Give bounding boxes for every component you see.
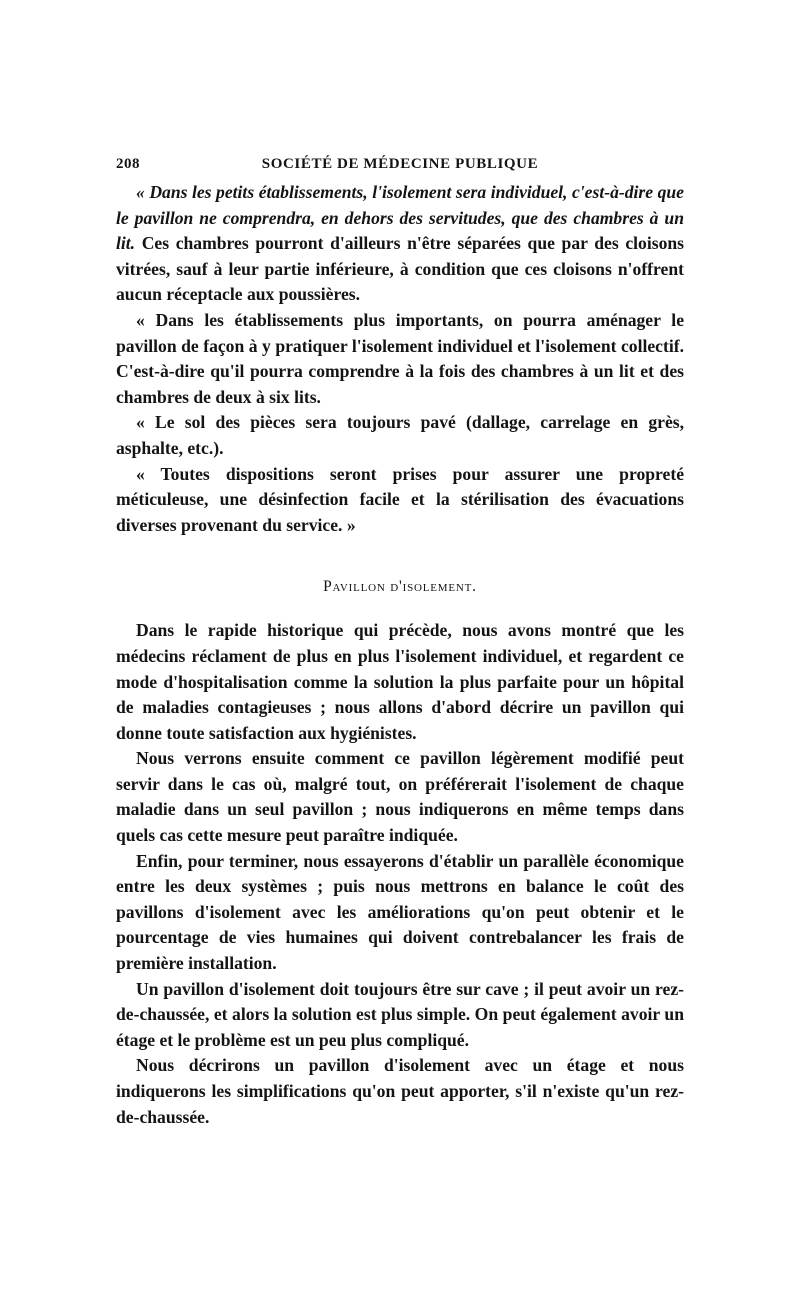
quoted-paragraph: « Le sol des pièces sera toujours pavé (dallage, carrelage en grès, asphalte, etc.). xyxy=(116,412,684,458)
body-paragraph: Nous verrons ensuite comment ce pavillon légèrement modifié peut servir dans le cas où, malgré tout, on préférerait l'isolement de chaque maladie dans un seul pavillon ; nous indiquerons en même temps dans quels cas cette mesure peut paraître indiquée. xyxy=(116,748,684,846)
quoted-paragraph: « Toutes dispositions seront prises pour assurer une propreté méticuleuse, une désinfection facile et la stérilisation des évacuations diverses provenant du service. » xyxy=(116,463,684,535)
body-paragraph: Dans le rapide historique qui précède, nous avons montré que les médecins réclament de plus en plus l'isolement individuel, et regardent ce mode d'hospitalisation comme la solution la plus parfaite pour un hôpital de maladies contagieuses ; nous allons d'abord décrire un pavillon qui donne toute satisfaction aux hygiénistes. xyxy=(116,620,684,743)
book-page xyxy=(116,150,684,1130)
running-head xyxy=(116,150,684,180)
body-paragraph: Nous décrirons un pavillon d'isolement avec un étage et nous indiquerons les simplifications qu'on peut apporter, s'il n'existe qu'un rez-de-chaussée. xyxy=(116,1055,684,1127)
quoted-paragraph-roman: Ces chambres pourront d'ailleurs n'être séparées que par des cloisons vitrées, sauf à leur partie inférieure, à condition que ces cloisons n'offrent aucun réceptacle aux poussières. xyxy=(116,233,684,305)
quoted-regulation-block xyxy=(116,180,684,538)
journal-title: SOCIÉTÉ DE MÉDECINE PUBLIQUE xyxy=(261,156,539,172)
page-number: 208 xyxy=(116,156,140,172)
section-heading: Pavillon d'isolement. xyxy=(323,578,477,596)
quoted-paragraph xyxy=(116,180,684,308)
body-paragraph: Enfin, pour terminer, nous essayerons d'établir un parallèle économique entre les deux systèmes ; puis nous mettrons en balance le coût des pavillons d'isolement avec les améliorations qu'on peut obtenir et le pourcentage de vies humaines qui doivent contrebalancer les frais de première installation. xyxy=(116,850,684,974)
quoted-paragraph: « Dans les établissements plus importants, on pourra aménager le pavillon de façon à y pratiquer l'isolement individuel et l'isolement collectif. C'est-à-dire qu'il pourra comprendre à la fois des chambres à un lit et des chambres de deux à six lits. xyxy=(116,309,684,407)
body-paragraph: Un pavillon d'isolement doit toujours être sur cave ; il peut avoir un rez-de-chaussée, et alors la solution est plus simple. On peut également avoir un étage et le problème est un peu plus compliqué. xyxy=(116,978,684,1050)
section-body xyxy=(116,618,684,1130)
quoted-paragraph-italic: « Dans les petits établissements, l'isolement sera individuel, c'est-à-dire que le pavillon ne comprendra, en dehors des servitudes, que des chambres à un lit. xyxy=(116,182,684,254)
